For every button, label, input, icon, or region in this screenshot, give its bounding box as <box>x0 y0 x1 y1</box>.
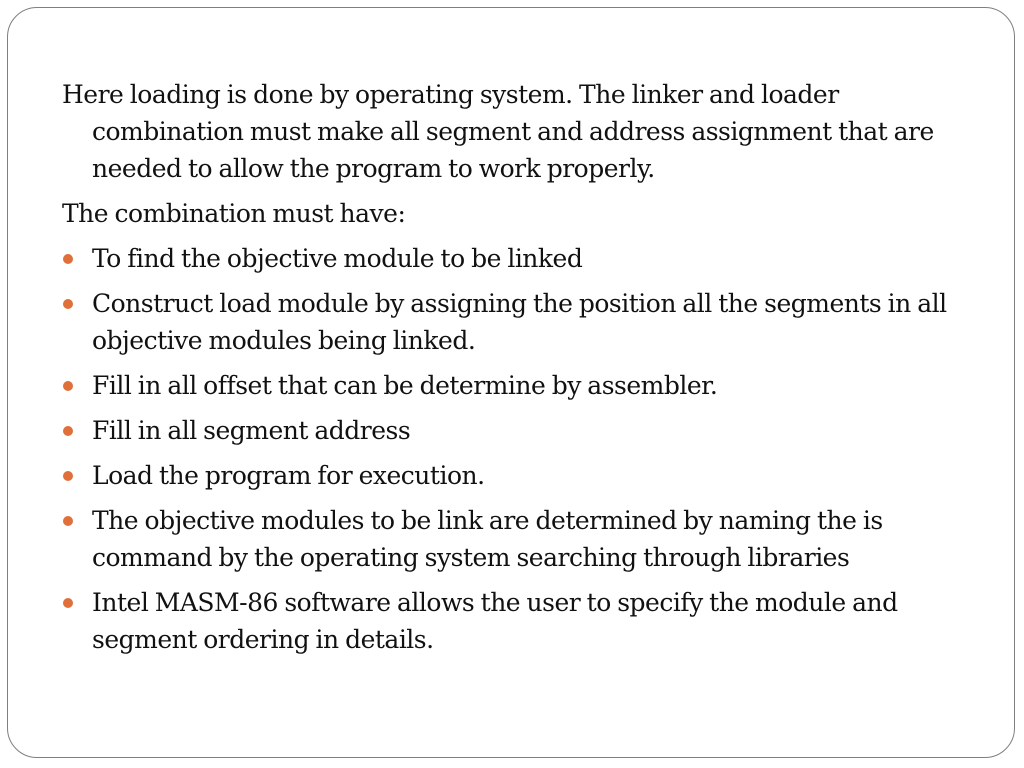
bullet-item <box>62 285 962 359</box>
bullet-dot-icon <box>63 516 73 526</box>
bullet-item <box>62 367 962 404</box>
bullet-text: Load the program for execution. <box>92 461 485 490</box>
slide-content <box>62 76 962 666</box>
bullet-text: The objective modules to be link are determined by naming the is command by the operating system searching through libraries <box>92 506 883 572</box>
bullet-dot-icon <box>63 471 73 481</box>
bullet-item <box>62 240 962 277</box>
bullet-item <box>62 412 962 449</box>
bullet-item <box>62 584 962 658</box>
intro-paragraph: Here loading is done by operating system. The linker and loader combination must make all segment and address assignment that are needed to allow the program to work properly. <box>62 80 934 183</box>
bullet-dot-icon <box>63 426 73 436</box>
bullet-text: To find the objective module to be linked <box>92 244 583 273</box>
bullet-text: Fill in all segment address <box>92 416 411 445</box>
bullet-text: Construct load module by assigning the position all the segments in all objective modules being linked. <box>92 289 947 355</box>
bullet-text: Fill in all offset that can be determine by assembler. <box>92 371 718 400</box>
bullet-dot-icon <box>63 299 73 309</box>
bullet-dot-icon <box>63 381 73 391</box>
bullet-dot-icon <box>63 598 73 608</box>
intro-paragraph: The combination must have: <box>62 199 406 228</box>
bullet-dot-icon <box>63 254 73 264</box>
bullet-item <box>62 502 962 576</box>
bullet-list <box>62 240 962 658</box>
bullet-item <box>62 457 962 494</box>
bullet-text: Intel MASM-86 software allows the user to specify the module and segment ordering in details. <box>92 588 898 654</box>
